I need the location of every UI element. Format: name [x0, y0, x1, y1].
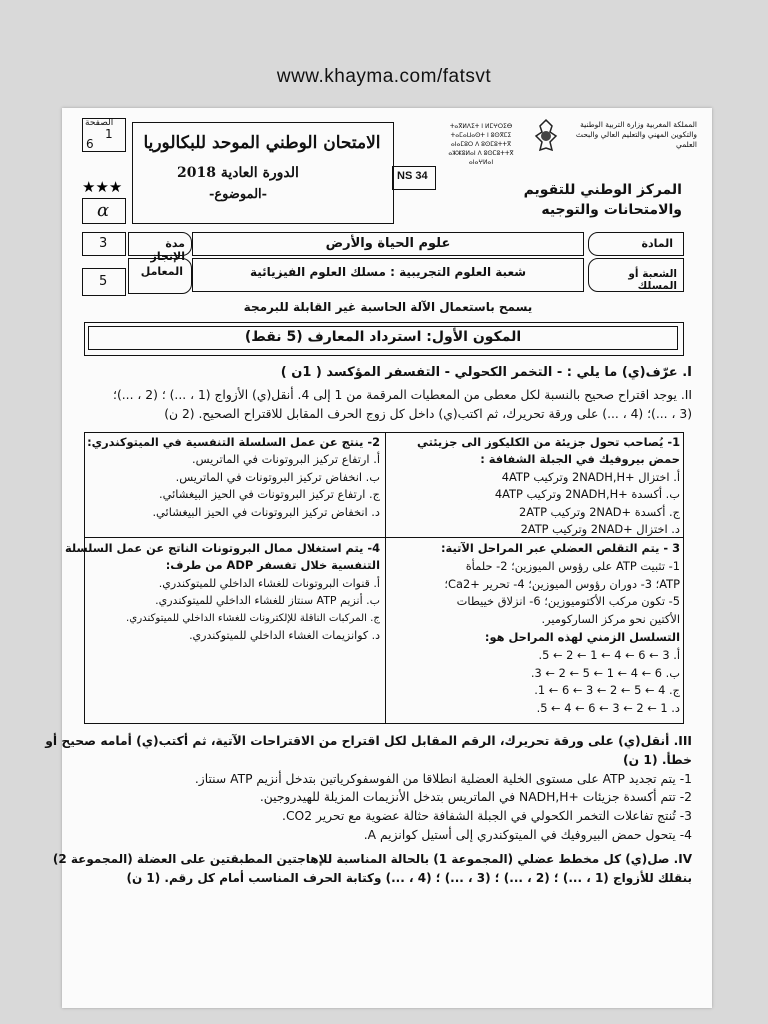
question-3-item: 1- يتم تجديد ATP على مستوى الخلية العضلية انطلاقا من الفوسفوكرياتين بتدخل أنزيم ATP سنتاز. — [194, 771, 692, 786]
ministry-arabic: المملكة المغربية وزارة التربية الوطنية والتكوين المهني والتعليم العالي والبحث العلمي — [575, 120, 697, 149]
cell-3-line: التسلسل الزمني لهذه المراحل هو: — [484, 629, 680, 644]
cell-3-line: 1- تثبيت ATP على رؤوس الميوزين؛ 2- حلمأة — [465, 558, 680, 573]
page-num: 1 — [105, 127, 113, 141]
question-3-line: III. أنقل(ي) على ورقة تحريرك، الرقم المقابل لكل اقتراح من الاقتراحات الآتية، ثم أكتب(ي) أمامه صحيح أو — [45, 734, 692, 748]
cell-2-option: ج. ارتفاع تركيز البروتونات في الحيز البيغشائي. — [158, 487, 380, 502]
cell-4-option: د. كوانزيمات الغشاء الداخلي للميتوكندري. — [189, 629, 380, 643]
coef-label: المعامل — [140, 265, 183, 278]
question-3-item: 3- تُنتج تفاعلات التخمر الكحولي في الجبلة الشفافة حثالة عضوية مع تحرير CO2. — [282, 809, 692, 824]
page-number-box — [82, 118, 126, 152]
duration-box — [82, 232, 126, 256]
cell-2-option: أ. ارتفاع تركيز البروتونات في الماتريس. — [191, 452, 380, 467]
cell-3-option: د. 1 ← 2 ← 3 ← 6 ← 4 ← 5. — [536, 701, 680, 716]
question-4-line: بنقلك للأزواج (1 ، ...) ؛ (2 ، ...) ؛ (3 ، ...) ؛ (4 ، ...) وكتابة الحرف المناسب أمام كل رقم. (1 ن) — [126, 871, 692, 885]
duration-label: مدة الإنجاز — [150, 237, 185, 263]
cell-2-option: ب. انخفاض تركيز البروتونات في الماتريس. — [175, 469, 380, 484]
mcq-cell-2 — [88, 434, 380, 521]
section-title-box — [84, 322, 684, 356]
subject-label-box — [588, 232, 684, 256]
question-3-line: خطأ. (1 ن) — [623, 752, 692, 767]
exam-page — [45, 108, 712, 1008]
question-2-line-1: II. يوجد اقتراح صحيح بالنسبة لكل معطى من المعطيات المرقمة من 1 إلى 4. أنقل(ي) الأزواج (1 ، ...) ؛ (2 ، ...)؛ — [113, 388, 692, 402]
crest-icon — [530, 118, 562, 154]
coef-value: 5 — [99, 274, 108, 289]
cell-3-line: الأكتين نحو مركز الساركومير. — [541, 612, 680, 627]
duration-label-box — [128, 232, 192, 263]
title-box — [132, 122, 394, 224]
question-2 — [72, 386, 692, 423]
stars-icon: ★★★ — [82, 178, 123, 196]
cell-3-line: 3 - يتم التقلص العضلي عبر المراحل الآتية: — [441, 541, 680, 555]
cell-1-option: ب. أكسدة +2NADH,H وتركيب 4ATP — [494, 487, 680, 502]
question-3-item: 2- تتم أكسدة جزيئات +NADH,H في الماتريس بتدخل الأنزيمات المزيلة للهيدروجين. — [259, 790, 692, 805]
exam-title: الامتحان الوطني الموحد للبكالوريا — [143, 133, 381, 153]
cell-3-line: 5- تكون مركب الأكتوميوزين؛ 6- انزلاق خييطات — [456, 594, 680, 609]
branch-label: الشعبة أو المسلك — [628, 268, 677, 292]
cell-1-option: ج. أكسدة +2NAD وتركيب 2ATP — [518, 504, 680, 519]
code-box — [392, 166, 436, 190]
session: الدورة العادية 2018 — [177, 165, 299, 181]
alpha-box — [82, 198, 126, 224]
cell-2-option: د. انخفاض تركيز البروتونات في الحيز البيغشائي. — [152, 504, 380, 519]
ministry-tifinagh: ⵜⴰⴳⵍⴷⵉⵜ ⵏ ⵍⵎⵖⵔⵉⴱ ⵜⴰⵎⴰⵡⴰⵙⵜ ⵏ ⵓⵙⴳⵎⵉ ⴰⵏⴰⵎⵓⵔ ⴷ ⵓⵙⵎⵓⵜⵜⴳ ⴰⵣⵣⵓⵍⴰⵏ ⴷ ⵓⵙⵎⵓⵜⵜⴳ ⴰⵏⴰⵖⵍⴰⵏ — [448, 123, 514, 166]
question-4-line: IV. صل(ي) كل مخطط عضلي (المجموعة 1) بالحالة المناسبة للإهاجتين المطبقتين على العضلة (المجموعة 2) — [52, 852, 692, 866]
cell-1-line: حمض بيروفيك في الجبلة الشفافة : — [480, 452, 680, 467]
center-name: المركز الوطني للتقويم والامتحانات والتوجيه — [523, 182, 682, 218]
cell-4-line: 4- يتم استغلال ممال البروتونات الناتج عن عمل السلسلة — [64, 541, 380, 555]
branch-label-box — [588, 258, 684, 292]
cell-4-line: التنفسية خلال تفسفر ADP من طرف: — [165, 558, 380, 573]
duration-value: 3 — [99, 236, 108, 251]
question-2-line-2: (3 ، ...)؛ (4 ، ...) على ورقة تحريرك، ثم اكتب(ي) داخل كل زوج الحرف المقابل للاقتراح الصحيح. (2 ن) — [164, 406, 692, 421]
cell-1-option: د. اختزال +2NAD وتركيب 2ATP — [520, 522, 680, 537]
branch-box — [192, 258, 584, 292]
subject-value: علوم الحياة والأرض — [325, 236, 451, 251]
cell-4-option: أ. قنوات البروتونات للغشاء الداخلي للميتوكندري. — [158, 576, 380, 590]
question-1: I. عرّف(ي) ما يلي : - التخمر الكحولي - التفسفر المؤكسد ( 1ن ) — [280, 365, 692, 380]
exam-code: NS 34 — [397, 170, 428, 182]
section-title: المكون الأول: استرداد المعارف (5 نقط) — [244, 329, 522, 345]
cell-4-option: ب. أنزيم ATP سنتاز للغشاء الداخلي للميتوكندري. — [155, 594, 380, 608]
subject-box — [192, 232, 584, 256]
calculator-note: يسمح باستعمال الآلة الحاسبة غير القابلة للبرمجة — [243, 300, 533, 314]
coef-box — [82, 268, 126, 296]
mcq-cell-1 — [390, 434, 680, 538]
question-3 — [45, 732, 692, 845]
subject-label-info: المادة — [641, 237, 673, 250]
coef-label-box — [128, 258, 192, 294]
question-3-item: 4- يتحول حمض البيروفيك في الميتوكندري إلى أستيل كوانزيم A. — [363, 827, 692, 842]
cell-4-option: ج. المركبات الناقلة للإلكترونات للغشاء الداخلي للميتوكندري. — [125, 612, 380, 624]
branch-value: شعبة العلوم التجريبية : مسلك العلوم الفيزيائية — [249, 265, 527, 279]
cell-3-option: ج. 4 ← 5 ← 2 ← 3 ← 6 ← 1. — [534, 683, 680, 698]
cell-3-line: ATP؛ 3- دوران رؤوس الميوزين؛ 4- تحرير +Ca2؛ — [444, 576, 680, 591]
cell-1-line: 1- يُصاحب تحول جزيئة من الكليكوز الى جزيئتي — [417, 435, 680, 449]
mcq-cell-3 — [390, 540, 680, 718]
alpha-symbol: α — [97, 200, 110, 221]
cell-3-option: ب. 6 ← 4 ← 1 ← 5 ← 2 ← 3. — [530, 665, 680, 680]
cell-2-line: 2- ينتج عن عمل السلسلة التنفسية في الميتوكندري: — [87, 435, 380, 449]
source-url[interactable]: www.khayma.com/fatsvt — [276, 66, 492, 87]
page-label: الصفحة — [85, 118, 114, 128]
mcq-cell-4 — [64, 540, 380, 644]
cell-3-option: أ. 3 ← 6 ← 4 ← 1 ← 2 ← 5. — [538, 647, 680, 662]
cell-1-option: أ. اختزال +2NADH,H وتركيب 4ATP — [501, 469, 680, 484]
question-4 — [52, 850, 692, 888]
subject-label: -الموضوع- — [208, 187, 268, 202]
page-total: 6 — [86, 137, 94, 151]
